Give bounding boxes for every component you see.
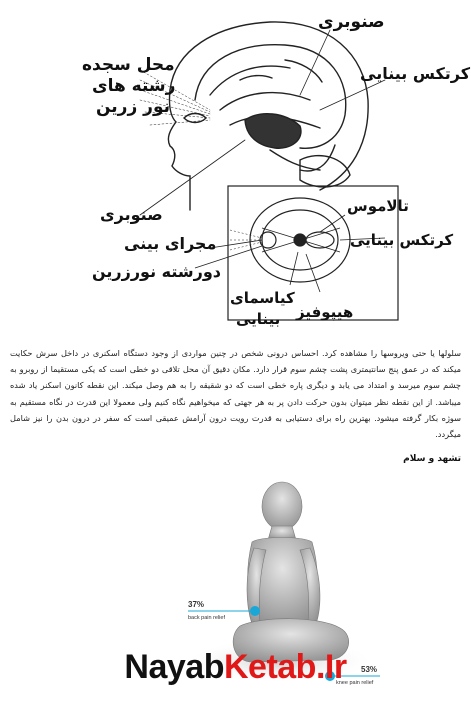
site-watermark — [0, 648, 471, 687]
label-gold-rays-line2: نور زرین — [96, 97, 171, 117]
label-nasal-duct: مجرای بینی — [124, 234, 217, 253]
label-gold-rays-line1: رشته های — [92, 76, 176, 96]
stat2-label: knee pain relief — [336, 680, 374, 686]
stat1-value: 37% — [188, 600, 205, 609]
section-title: تشهد و سلام — [403, 454, 461, 464]
stat1-label: back pain relief — [188, 615, 225, 621]
label-gold-double-rays: دورشته نورزرین — [92, 262, 221, 281]
watermark-part2: Ketab.Ir — [223, 648, 347, 686]
label-prostration-place: محل سجده — [82, 55, 175, 75]
brain-anatomy-diagram — [0, 0, 471, 335]
label-chiasm-line2: بینایی — [236, 310, 281, 328]
stat2-value: 53% — [361, 665, 378, 674]
label-pineal-top: صنوبری — [318, 12, 385, 32]
label-pituitary: هیپوفیز — [296, 303, 354, 321]
label-visual-cortex-top: کرتکس بینایی — [360, 64, 471, 83]
article-paragraph: سلولها یا حتی ویروسها را مشاهده کرد. احساس درونی شخص در چنین مواردی از وجود دستگاه اسکنری در داخل سرش حکایت میکند که در عمق پنج سانتیمتری پشت چشم سوم قرار دارد. مکان دقیق آن محل تلاقی دو خطی است که یکی مستقیما از روبرو به چشم سوم میرسد و امتداد می یابد و دیگری پاره خطی است که دو شقیقه را به هم وصل میکند. این نقطه کانون اسکنر یاد شده میباشد. از این نقطه نظر میتوان بدون حرکت دادن پر به هر جهتی که میخواهیم نگاه کنیم ولی معمولا این قدرت در نگاه مستقیم به سوژه بکار گرفته میشود. بهترین راه برای دستیابی به قدرت رویت درون آرامش عمیقی است که سفر در درون بدن را نیز شامل میگردد. — [10, 348, 461, 440]
label-pineal-bottom: صنوبری — [100, 205, 163, 224]
stat1-marker — [250, 606, 260, 616]
figure-head — [262, 482, 302, 530]
label-visual-cortex-bottom: کرتکس بینایی — [350, 231, 454, 249]
watermark-part1: Nayab — [124, 648, 224, 686]
head-outline — [170, 22, 368, 190]
label-thalamus: تالاموس — [347, 197, 409, 215]
label-chiasm-line1: کیاسمای — [230, 289, 295, 307]
brain-sketch — [0, 0, 471, 335]
